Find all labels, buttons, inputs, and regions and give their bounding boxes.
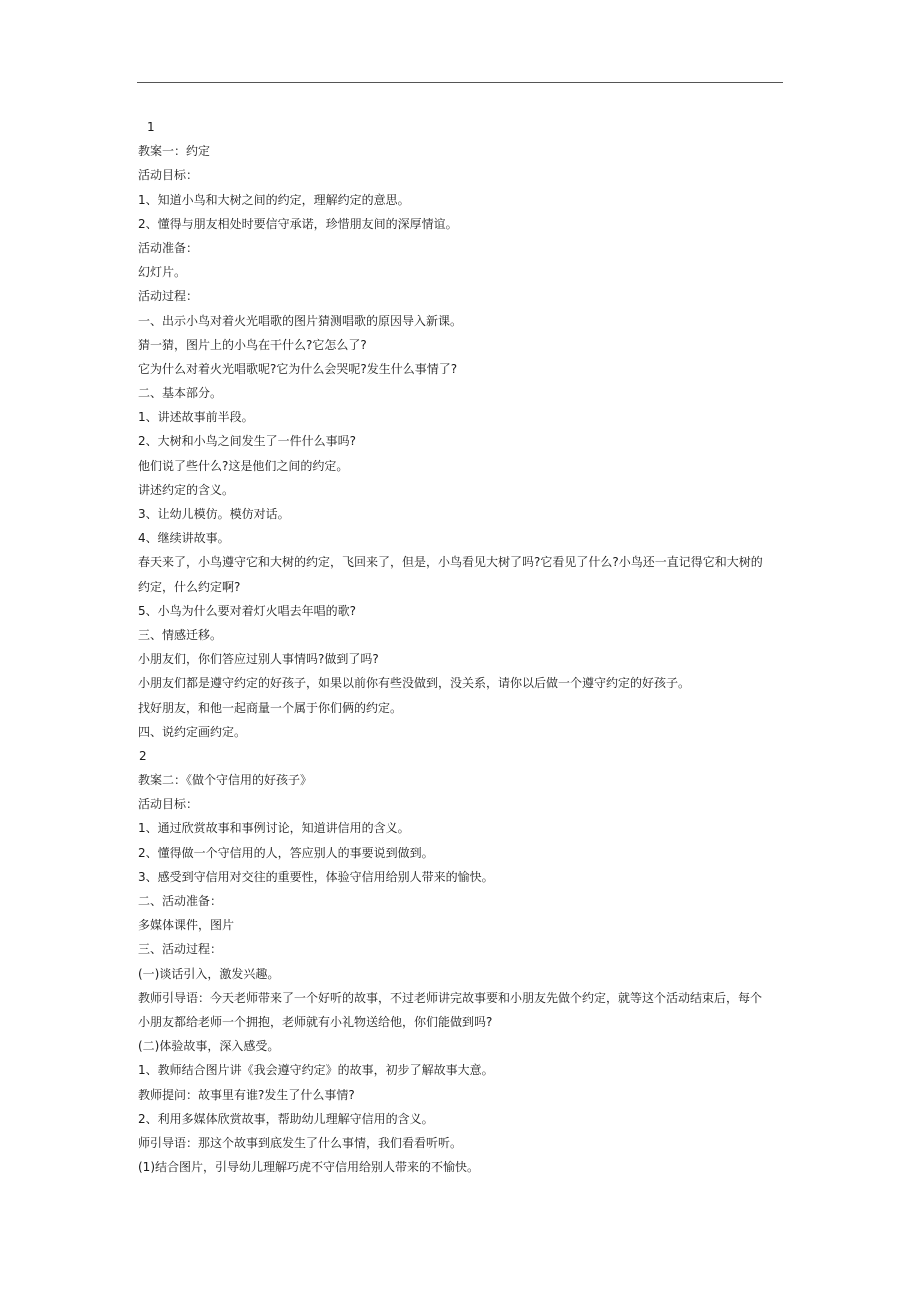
paragraph: 找好朋友，和他一起商量一个属于你们俩的约定。 <box>138 700 403 715</box>
paragraph: 约定，什么约定啊? <box>138 579 241 594</box>
paragraph: 1、讲述故事前半段。 <box>138 410 254 425</box>
paragraph: 幻灯片。 <box>138 265 187 280</box>
paragraph: 活动目标： <box>138 797 199 812</box>
paragraph: 2、懂得与朋友相处时要信守承诺，珍惜朋友间的深厚情谊。 <box>138 216 458 231</box>
paragraph: 5、小鸟为什么要对着灯火唱去年唱的歌? <box>138 603 357 618</box>
paragraph: 1、通过欣赏故事和事例讨论，知道讲信用的含义。 <box>138 821 410 836</box>
paragraph: 2、大树和小鸟之间发生了一件什么事吗? <box>138 434 357 449</box>
paragraph: 教师引导语：今天老师带来了一个好听的故事，不过老师讲完故事要和小朋友先做个约定，就等这个活动结束后，每个 <box>138 990 763 1005</box>
paragraph: 活动目标： <box>138 168 199 183</box>
paragraph: 小朋友们都是遵守约定的好孩子，如果以前你有些没做到，没关系，请你以后做一个遵守约定的好孩子。 <box>138 676 691 691</box>
paragraph: 2、利用多媒体欣赏故事，帮助幼儿理解守信用的含义。 <box>138 1111 434 1126</box>
document-body <box>138 115 784 1179</box>
paragraph: 一、出示小鸟对着火光唱歌的图片猜测唱歌的原因导入新课。 <box>138 313 463 328</box>
paragraph: 多媒体课件，图片 <box>138 918 235 933</box>
paragraph: 猜一猜，图片上的小鸟在干什么?它怎么了? <box>138 337 367 352</box>
paragraph: 小朋友们，你们答应过别人事情吗?做到了吗? <box>138 652 379 667</box>
lesson-title: 教案二：《做个守信用的好孩子》 <box>138 773 313 788</box>
paragraph: 师引导语：那这个故事到底发生了什么事情，我们看看听听。 <box>138 1135 463 1150</box>
header-rule <box>137 82 783 83</box>
paragraph: 小朋友都给老师一个拥抱，老师就有小礼物送给他，你们能做到吗? <box>138 1014 493 1029</box>
paragraph: 教师提问：故事里有谁?发生了什么事情? <box>138 1087 355 1102</box>
section-number: 2 <box>139 748 147 763</box>
paragraph: 1、知道小鸟和大树之间的约定，理解约定的意思。 <box>138 192 410 207</box>
paragraph: (二)体验故事，深入感受。 <box>138 1039 280 1054</box>
paragraph: 3、感受到守信用对交往的重要性，体验守信用给别人带来的愉快。 <box>138 869 494 884</box>
section-number: 1 <box>147 120 155 134</box>
paragraph: 2、懂得做一个守信用的人，答应别人的事要说到做到。 <box>138 845 434 860</box>
paragraph: 它为什么对着火光唱歌呢?它为什么会哭呢?发生什么事情了? <box>138 361 458 376</box>
paragraph: 四、说约定画约定。 <box>138 724 247 739</box>
paragraph: 三、活动过程： <box>138 942 223 957</box>
paragraph: 活动过程： <box>138 289 199 304</box>
paragraph: 4、继续讲故事。 <box>138 531 230 546</box>
paragraph: 讲述约定的含义。 <box>138 482 235 497</box>
paragraph: 二、活动准备： <box>138 894 223 908</box>
paragraph: 活动准备： <box>138 240 199 255</box>
paragraph: 1、教师结合图片讲《我会遵守约定》的故事，初步了解故事大意。 <box>138 1063 494 1078</box>
paragraph: 三、情感迁移。 <box>138 627 223 642</box>
paragraph: (一)谈话引入，激发兴趣。 <box>138 966 280 981</box>
lesson-title: 教案一：约定 <box>138 144 211 159</box>
paragraph: 春天来了，小鸟遵守它和大树的约定，飞回来了，但是，小鸟看见大树了吗?它看见了什么?小鸟还一直记得它和大树的 <box>138 555 763 570</box>
paragraph: 二、基本部分。 <box>138 386 223 401</box>
paragraph: 他们说了些什么?这是他们之间的约定。 <box>138 458 349 473</box>
paragraph: (1)结合图片，引导幼儿理解巧虎不守信用给别人带来的不愉快。 <box>138 1160 480 1175</box>
paragraph: 3、让幼儿模仿。模仿对话。 <box>138 507 290 521</box>
